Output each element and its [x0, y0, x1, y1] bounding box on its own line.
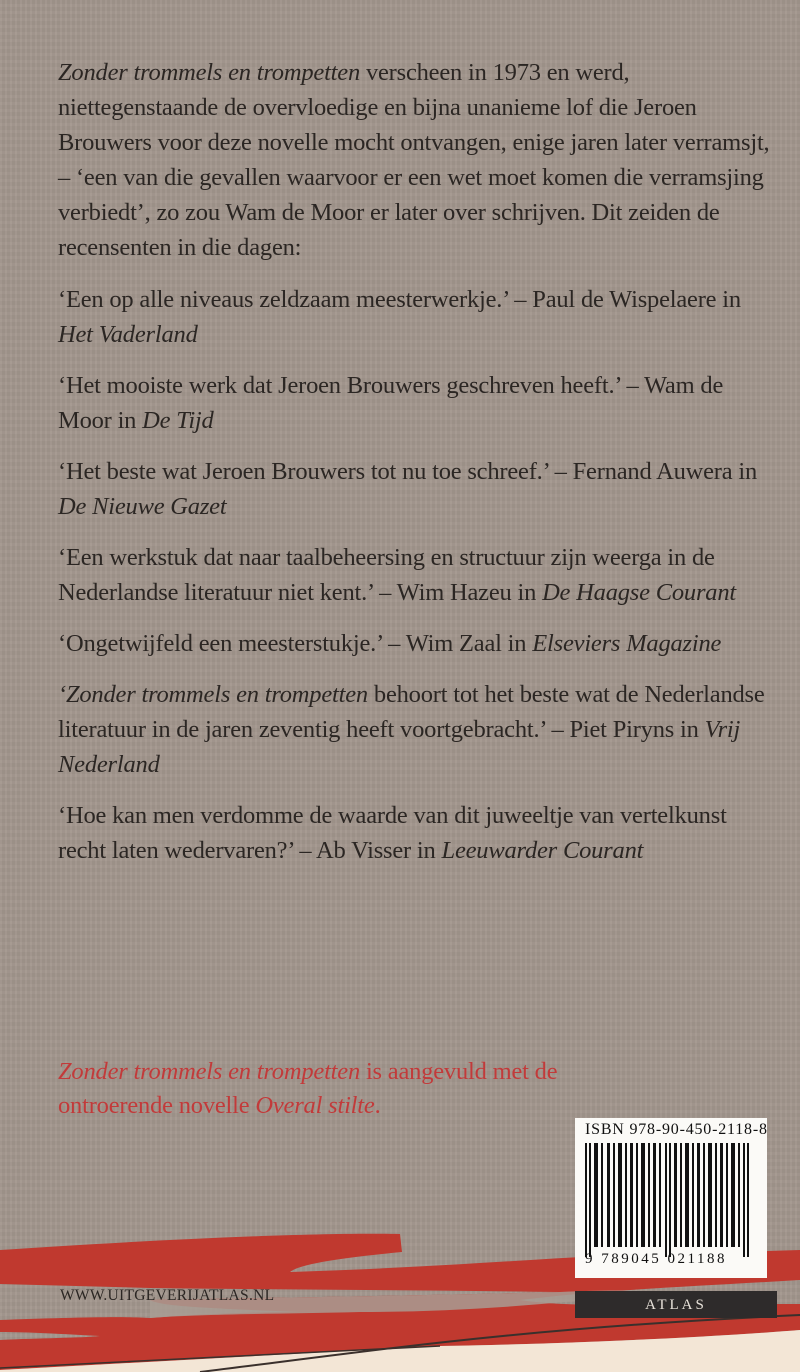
barcode-digits: 9 789045 021188 [585, 1251, 727, 1267]
supplement-note: Zonder trommels en trompetten is aangevuld met de ontroerende novelle Overal stilte. [58, 1057, 558, 1119]
review-quote: ‘Een op alle niveaus zeldzaam meesterwerkje.’ – Paul de Wispelaere in Het Vaderland [58, 286, 741, 348]
review-source: De Nieuwe Gazet [58, 493, 227, 520]
review-quote: ‘Ongetwijfeld een meesterstukje.’ – Wim Zaal in Elseviers Magazine [58, 630, 722, 657]
barcode-bars-icon [585, 1143, 755, 1257]
review-quote: ‘Het mooiste werk dat Jeroen Brouwers geschreven heeft.’ – Wam de Moor in De Tijd [58, 372, 724, 434]
isbn-label: ISBN 978-90-450-2118-8 [585, 1121, 768, 1138]
intro-paragraph: Zonder trommels en trompetten verscheen in 1973 en werd, niettegenstaande de overvloedige en bijna unanieme lof die Jeroen Brouwers voor deze novelle mocht ontvangen, enige jaren later verramsjt, – ‘een van die gevallen waarvoor er een wet moet komen die verramsjing verbiedt’, zo zou Wam de Moor er later over schrijven. Dit zeiden de recensenten in die dagen: [58, 59, 770, 261]
review-quote: ‘Het beste wat Jeroen Brouwers tot nu toe schreef.’ – Fernand Auwera in De Nieuwe Gazet [58, 458, 758, 520]
review-source: De Tijd [142, 407, 214, 434]
back-cover-text [58, 55, 778, 884]
review-source: Het Vaderland [58, 321, 198, 348]
review-source: Elseviers Magazine [532, 630, 722, 657]
review-quote: ‘Hoe kan men verdomme de waarde van dit juweeltje van vertelkunst recht laten wedervaren?’ – Ab Visser in Leeuwarder Courant [58, 802, 727, 864]
review-source: De Haagse Courant [542, 579, 737, 606]
review-quote: ‘Zonder trommels en trompetten behoort tot het beste wat de Nederlandse literatuur in de jaren zeventig heeft voortgebracht.’ – Piet Piryns in Vrij Nederland [58, 681, 765, 778]
publisher-website-link[interactable]: WWW.UITGEVERIJATLAS.NL [60, 1287, 275, 1304]
isbn-barcode [575, 1118, 767, 1278]
review-source: Leeuwarder Courant [441, 837, 644, 864]
review-source: Vrij Nederland [58, 716, 741, 778]
review-quote: ‘Een werkstuk dat naar taalbeheersing en structuur zijn weerga in de Nederlandse literatuur niet kent.’ – Wim Hazeu in De Haagse Courant [58, 544, 737, 606]
publisher-logo: ATLAS [575, 1291, 777, 1318]
book-title: Zonder trommels en trompetten [58, 59, 361, 86]
